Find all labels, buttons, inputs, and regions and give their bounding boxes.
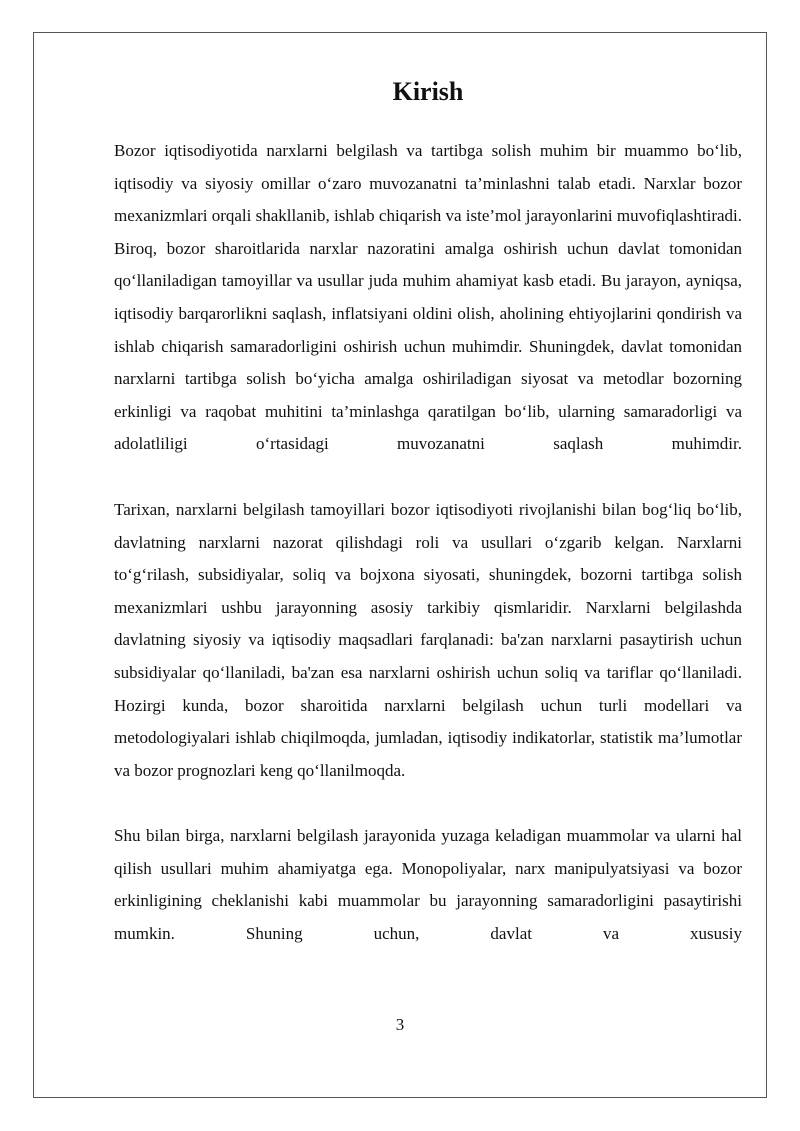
document-body [114, 75, 742, 951]
paragraph-1: Bozor iqtisodiyotida narxlarni belgilash va tartibga solish muhim bir muammo bo‘lib, iqtisodiy va siyosiy omillar o‘zaro muvozanatni ta’minlashni talab etadi. Narxlar bozor mexanizmlari orqali shakllanib, ishlab chiqarish va iste’mol jarayonlarini muvofiqlashtiradi. Biroq, bozor sharoitlarida narxlar nazoratini amalga oshirish uchun davlat tomonidan qo‘llaniladigan tamoyillar va usullar juda muhim ahamiyat kasb etadi. Bu jarayon, ayniqsa, iqtisodiy barqarorlikni saqlash, inflatsiyani oldini olish, aholining ehtiyojlarini qondirish va ishlab chiqarish samaradorligini oshirish uchun muhimdir. Shuningdek, davlat tomonidan narxlarni tartibga solish bo‘yicha amalga oshiriladigan siyosat va metodlar bozorning erkinligi va raqobat muhitini ta’minlashga qaratilgan bo‘lib, ularning samaradorligi va adolatliligi o‘rtasidagi muvozanatni saqlash muhimdir. [114, 141, 742, 454]
page-number: 3 [395, 1015, 405, 1034]
paragraph-3: Shu bilan birga, narxlarni belgilash jarayonida yuzaga keladigan muammolar va ularni hal qilish usullari muhim ahamiyatga ega. Monopoliyalar, narx manipulyatsiyasi va bozor erkinligining cheklanishi kabi muammolar bu jarayonning samaradorligini pasaytirishi mumkin. Shuning uchun, davlat va xususiy [114, 826, 742, 944]
document-title: Kirish [392, 77, 464, 106]
paragraph-2: Tarixan, narxlarni belgilash tamoyillari bozor iqtisodiyoti rivojlanishi bilan bog‘liq bo‘lib, davlatning narxlarni nazorat qilishdagi roli va usullari o‘zgarib kelgan. Narxlarni to‘g‘rilash, subsidiyalar, soliq va bojxona siyosati, shuningdek, bozorni tartibga solish mexanizmlari ushbu jarayonning asosiy tarkibiy qismlaridir. Narxlarni belgilashda davlatning siyosiy va iqtisodiy maqsadlari farqlanadi: ba'zan narxlarni pasaytirish uchun subsidiyalar qo‘llaniladi, ba'zan esa narxlarni oshirish uchun soliq va tariflar qo‘llaniladi. Hozirgi kunda, bozor sharoitida narxlarni belgilash uchun turli modellari va metodologiyalari ishlab chiqilmoqda, jumladan, iqtisodiy indikatorlar, statistik ma’lumotlar va bozor prognozlari keng qo‘llanilmoqda. [114, 499, 742, 780]
